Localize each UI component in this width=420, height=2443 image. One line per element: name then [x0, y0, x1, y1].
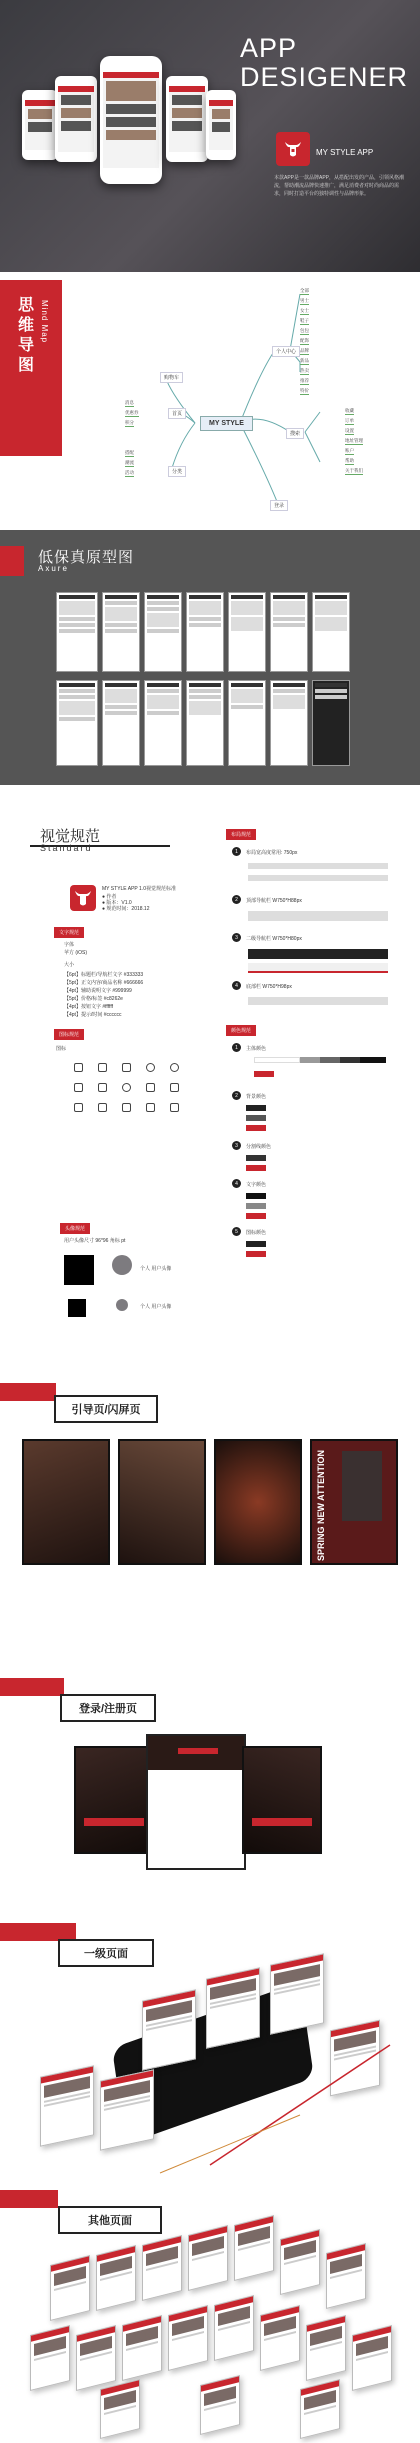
font-item: 【4pt】按钮文字 #ffffff [64, 1004, 114, 1010]
avatar [112, 1255, 132, 1275]
layout-bar [248, 949, 388, 959]
mindmap-leaf: 账户 [345, 448, 354, 453]
color-swatch [246, 1203, 266, 1209]
mindmap-leaf: 积分 [125, 420, 134, 425]
color-swatch [246, 1213, 266, 1219]
other-screen [142, 2235, 182, 2301]
wireframe [102, 592, 140, 672]
wireframe [144, 592, 182, 672]
other-screen [100, 2379, 140, 2439]
star-icon [146, 1103, 155, 1112]
level1-arrow [0, 1905, 420, 2180]
login-section [0, 1660, 420, 1905]
layout-bar [248, 997, 388, 1005]
section-band [0, 1383, 56, 1401]
hero-title: APP DESIGENER [240, 33, 409, 92]
mindmap-leaf: 收藏 [345, 408, 354, 413]
mindmap-leaf: 男士 [300, 298, 309, 303]
layout-item: 二级导航栏 W750*H80px [246, 936, 302, 942]
location-icon [122, 1103, 131, 1112]
other-screen [200, 2375, 240, 2435]
mindmap-leaf: 潮流 [125, 460, 134, 465]
wireframe [270, 680, 308, 766]
color-swatch [246, 1125, 266, 1131]
color-swatch [254, 1057, 300, 1063]
color-swatch [246, 1155, 266, 1161]
other-screen [50, 2255, 90, 2321]
color-item: 文字颜色 [246, 1182, 267, 1188]
mindmap-center: MY STYLE [200, 416, 253, 431]
section-label: 登录/注册页 [60, 1694, 156, 1722]
guide-screen [310, 1439, 398, 1565]
axure-red-bar [0, 546, 24, 576]
other-screen [352, 2325, 392, 2391]
mindmap-connectors [0, 272, 420, 530]
font-item: 苹方 (iOS) [64, 950, 88, 956]
avatar-label: 个人 用户头像 [140, 1266, 172, 1272]
heart-icon [74, 1083, 83, 1092]
wireframe [270, 592, 308, 672]
hero-phone-main [100, 56, 162, 184]
standard-app-meta: ● 作者 [102, 894, 117, 900]
mindmap-leaf: 搭配 [125, 450, 134, 455]
app-logo [276, 132, 310, 166]
color-item: 分割线颜色 [246, 1144, 272, 1150]
step-number: 5 [232, 1227, 241, 1236]
other-screen [214, 2295, 254, 2361]
step-number: 4 [232, 981, 241, 990]
mindmap-leaf: 全部 [300, 288, 309, 293]
other-screen [306, 2315, 346, 2381]
mindmap-branch: 首页 [168, 408, 186, 419]
mindmap-leaf: 消息 [125, 400, 134, 405]
camera-icon [170, 1083, 179, 1092]
mindmap-leaf: 包包 [300, 328, 309, 333]
other-screen [326, 2243, 366, 2309]
mindmap-leaf: 热卖 [300, 368, 309, 373]
layout-item: 顶部导航栏 W750*H88px [246, 898, 302, 904]
other-section [0, 2180, 420, 2443]
standard-app-meta: ● 版本：V1.0 [102, 900, 132, 906]
order-icon [74, 1103, 83, 1112]
hero-description: 本款APP是一款品牌APP，从搭配出发的产品，引领风格潮流，帮助潮流品牌快速推广，满足消费者对时尚商品的需求，同时打造平台的独特调性与品牌形象。 [274, 175, 405, 197]
standard-title: 视觉规范 [40, 828, 101, 845]
color-swatch [320, 1057, 340, 1063]
search-icon [170, 1063, 179, 1072]
mindmap-branch: 分类 [168, 466, 186, 477]
color-swatch [246, 1241, 266, 1247]
login-screen [74, 1746, 154, 1854]
standard-section [0, 785, 420, 1375]
axure-title: 低保真原型图 [38, 549, 135, 566]
standard-app-logo [70, 885, 96, 911]
step-number: 3 [232, 1141, 241, 1150]
mindmap-leaf: 特价 [300, 388, 309, 393]
other-screen [30, 2325, 70, 2391]
layout-item: 底部栏 W750*H98px [246, 984, 292, 990]
guide-screen [22, 1439, 110, 1565]
bull-icon [73, 889, 93, 907]
mindmap-leaf: 推荐 [300, 378, 309, 383]
font-tag: 文字规范 [54, 927, 84, 938]
font-item: 【4pt】辅助说明文字 #999999 [64, 988, 132, 994]
wireframe [186, 680, 224, 766]
section-label: 一级页面 [58, 1939, 154, 1967]
mindmap-leaf: 活动 [125, 470, 134, 475]
login-button [84, 1818, 144, 1826]
avatar [68, 1299, 86, 1317]
bull-icon [283, 140, 303, 158]
step-number: 2 [232, 895, 241, 904]
level1-section [0, 1905, 420, 2180]
step-number: 4 [232, 1179, 241, 1188]
avatar-label: 个人 用户头像 [140, 1304, 172, 1310]
step-number: 2 [232, 1091, 241, 1100]
icon-tag: 图标规范 [54, 1029, 84, 1040]
font-item: 大小 [64, 962, 75, 968]
layout-bar [248, 863, 388, 869]
other-screen [188, 2225, 228, 2291]
wireframe [312, 680, 350, 766]
layout-item: 布局宽高度常用: 750px [246, 850, 298, 856]
other-screen [260, 2305, 300, 2371]
mindmap-leaf: 鞋子 [300, 318, 309, 323]
font-item: 【4pt】提示/时间 #cccccc [64, 1012, 122, 1018]
other-screen [300, 2379, 340, 2439]
color-swatch [254, 1071, 274, 1077]
standard-app-name: MY STYLE APP 1.0视觉规范标准 [102, 886, 177, 892]
mindmap-leaf: 设置 [345, 428, 354, 433]
guide-poster-text: SPRING NEW ATTENTION [316, 1450, 326, 1561]
hero-logo-label: MY STYLE APP [316, 148, 374, 157]
wireframe [228, 680, 266, 766]
hero-phone-right [166, 76, 208, 162]
mindmap-leaf: 女士 [300, 308, 309, 313]
color-tag: 颜色规范 [226, 1025, 256, 1036]
step-number: 1 [232, 847, 241, 856]
color-swatch [300, 1057, 320, 1063]
avatar-title: 用户头像尺寸 96*96 角标 pt [64, 1238, 126, 1244]
mindmap-section [0, 272, 420, 530]
color-swatch [246, 1193, 266, 1199]
mindmap-branch: 购物车 [160, 372, 183, 383]
avatar [64, 1255, 94, 1285]
color-swatch [246, 1165, 266, 1171]
section-band [0, 2190, 58, 2208]
step-number: 1 [232, 1043, 241, 1052]
color-item: 主体颜色 [246, 1046, 267, 1052]
axure-section [0, 530, 420, 785]
step-number: 3 [232, 933, 241, 942]
gear-icon [122, 1083, 131, 1092]
message-icon [98, 1083, 107, 1092]
section-band [0, 1678, 64, 1696]
register-button [252, 1818, 312, 1826]
mindmap-leaf: 新品 [300, 358, 309, 363]
avatar [116, 1299, 128, 1311]
layout-tag: 布局规范 [226, 829, 256, 840]
wireframe [56, 680, 98, 766]
home-icon [74, 1063, 83, 1072]
font-item: 【5pt】价格/标签 #c8262e [64, 996, 123, 1002]
layout-bar [248, 911, 388, 921]
mindmap-leaf: 品牌 [300, 348, 309, 353]
wireframe [102, 680, 140, 766]
standard-subtitle: Standard [40, 843, 93, 853]
standard-app-meta: ● 规范时间：2018.12 [102, 906, 150, 912]
color-swatch [246, 1105, 266, 1111]
other-screen [76, 2325, 116, 2391]
axure-subtitle: Axure [38, 564, 69, 573]
wireframe [312, 592, 350, 672]
wireframe [56, 592, 98, 672]
mindmap-leaf: 优惠券 [125, 410, 139, 415]
mindmap-leaf: 配饰 [300, 338, 309, 343]
mindmap-branch: 个人中心 [272, 346, 300, 357]
color-item: 背景颜色 [246, 1094, 267, 1100]
color-swatch [340, 1057, 360, 1063]
font-item: 【6pt】标题栏/导航栏文字 #333333 [64, 972, 144, 978]
mindmap-leaf: 关于我们 [345, 468, 363, 473]
close-icon [98, 1103, 107, 1112]
mindmap-branch: 搜索 [286, 428, 304, 439]
guide-poster-model [342, 1451, 382, 1521]
other-screen [234, 2215, 274, 2281]
category-icon [98, 1063, 107, 1072]
login-red-button [178, 1748, 218, 1754]
layout-bar [248, 963, 388, 973]
other-screen [96, 2245, 136, 2311]
color-item: 图标颜色 [246, 1230, 267, 1236]
login-screen [242, 1746, 322, 1854]
wireframe [186, 592, 224, 672]
mindmap-leaf: 订单 [345, 418, 354, 423]
hero-phone-left [55, 76, 97, 162]
layout-bar [248, 875, 388, 881]
color-swatch [246, 1115, 266, 1121]
hero-phone-back-left [22, 90, 58, 160]
avatar-tag: 头像规范 [60, 1223, 90, 1234]
cart-icon [122, 1063, 131, 1072]
hero-section [0, 0, 420, 272]
hero-phone-back-right [206, 90, 236, 160]
color-swatch [246, 1251, 266, 1257]
other-screen [168, 2305, 208, 2371]
bell-icon [170, 1103, 179, 1112]
mindmap-title: 思维导图 [18, 297, 35, 374]
login-screen [146, 1734, 246, 1870]
other-screen [122, 2315, 162, 2381]
icon-title: 图标 [56, 1046, 67, 1052]
font-item: 【5pt】正文内容/商品名称 #666666 [64, 980, 144, 986]
font-item: 字体 [64, 942, 75, 948]
color-swatch [360, 1057, 386, 1063]
guide-screen [118, 1439, 206, 1565]
section-label: 其他页面 [58, 2206, 162, 2234]
section-label: 引导页/闪屏页 [54, 1395, 158, 1423]
mindmap-leaf: 帮助 [345, 458, 354, 463]
guide-screen [214, 1439, 302, 1565]
share-icon [146, 1083, 155, 1092]
guide-section [0, 1375, 420, 1660]
wireframe [228, 592, 266, 672]
user-icon [146, 1063, 155, 1072]
mindmap-leaf: 地址管理 [345, 438, 363, 443]
other-screen [280, 2229, 320, 2295]
mindmap-subtitle: Mind Map [40, 300, 49, 344]
wireframe [144, 680, 182, 766]
mindmap-branch: 登录 [270, 500, 288, 511]
